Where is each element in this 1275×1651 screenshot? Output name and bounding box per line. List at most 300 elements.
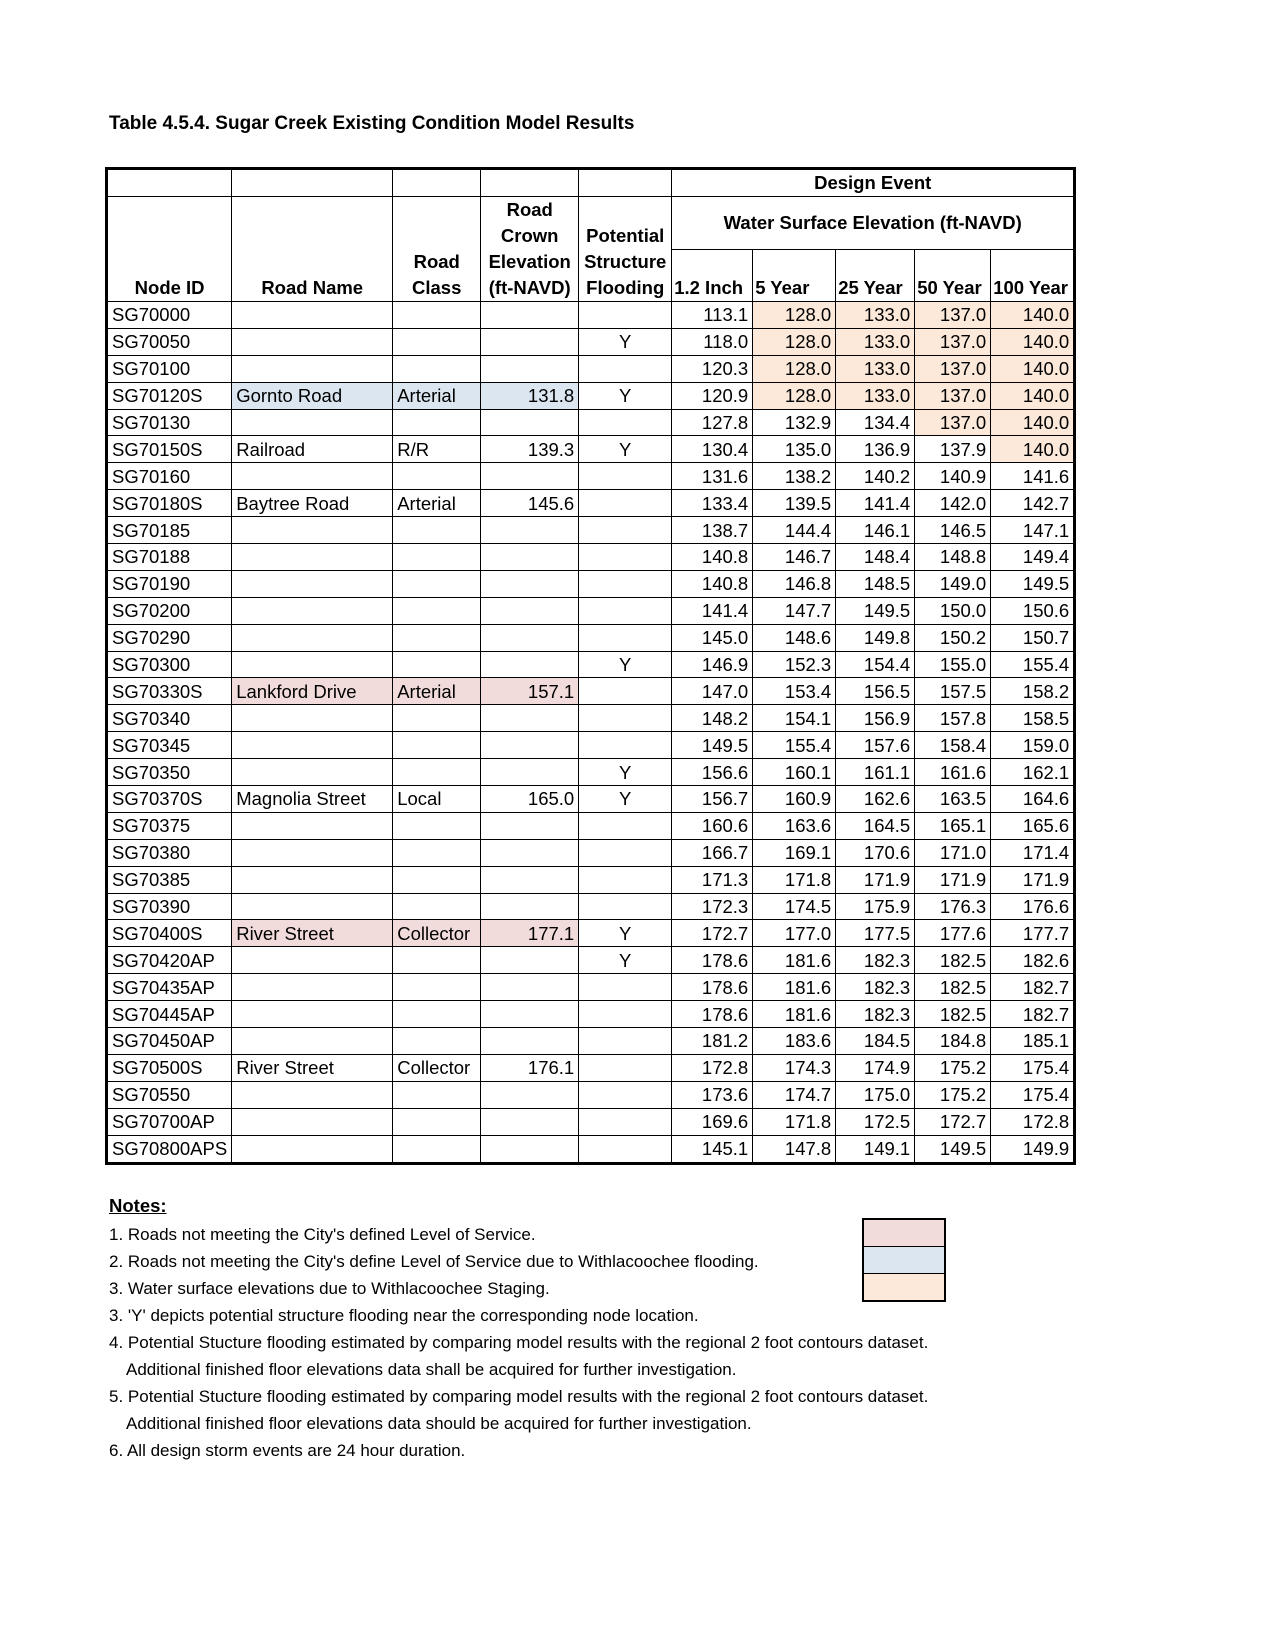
road-name-cell (232, 597, 393, 624)
road-class-cell (393, 1028, 481, 1055)
wse-value-cell: 183.6 (753, 1028, 836, 1055)
wse-value-cell: 137.0 (915, 382, 991, 409)
node-id-cell: SG70390 (107, 893, 232, 920)
wse-value-cell: 136.9 (836, 436, 915, 463)
wse-value-cell: 154.1 (753, 705, 836, 732)
structure-flooding-cell (579, 678, 672, 705)
crown-elevation-cell (481, 328, 579, 355)
notes-title: Notes: (109, 1195, 167, 1216)
wse-value-cell: 139.5 (753, 490, 836, 517)
wse-value-cell: 149.9 (991, 1135, 1075, 1163)
road-class-cell (393, 1108, 481, 1135)
wse-value-cell: 146.1 (836, 517, 915, 544)
structure-flooding-cell (579, 624, 672, 651)
road-class-cell (393, 1081, 481, 1108)
wse-value-cell: 177.6 (915, 920, 991, 947)
table-row (107, 705, 1075, 732)
wse-value-cell: 172.7 (915, 1108, 991, 1135)
wse-value-cell: 128.0 (753, 302, 836, 329)
structure-flooding-cell (579, 1108, 672, 1135)
structure-flooding-cell (579, 355, 672, 382)
note-item: Additional finished floor elevations data should be acquired for further investigation. (126, 1414, 752, 1433)
crown-elevation-cell (481, 893, 579, 920)
wse-value-cell: 149.8 (836, 624, 915, 651)
wse-value-cell: 175.2 (915, 1081, 991, 1108)
wse-value-cell: 149.5 (836, 597, 915, 624)
wse-value-cell: 174.9 (836, 1054, 915, 1081)
note-item: 2. Roads not meeting the City's define Level of Service due to Withlacoochee flooding. (109, 1252, 759, 1271)
structure-flooding-cell: Y (579, 947, 672, 974)
road-name-cell (232, 409, 393, 436)
road-name-cell (232, 759, 393, 786)
crown-elevation-cell (481, 732, 579, 759)
wse-value-cell: 175.4 (991, 1081, 1075, 1108)
structure-flooding-cell (579, 1054, 672, 1081)
wse-value-cell: 171.0 (915, 839, 991, 866)
wse-value-cell: 147.1 (991, 517, 1075, 544)
wse-value-cell: 152.3 (753, 651, 836, 678)
table-row (107, 517, 1075, 544)
node-id-cell: SG70290 (107, 624, 232, 651)
wse-value-cell: 150.7 (991, 624, 1075, 651)
wse-value-cell: 155.4 (991, 651, 1075, 678)
road-name-cell (232, 812, 393, 839)
wse-value-cell: 140.0 (991, 409, 1075, 436)
structure-flooding-cell: Y (579, 759, 672, 786)
road-name-cell (232, 974, 393, 1001)
note-item: 5. Potential Stucture flooding estimated by comparing model results with the regional 2 foot contours dataset. (109, 1387, 929, 1406)
wse-value-cell: 162.6 (836, 786, 915, 813)
table-title: Table 4.5.4. Sugar Creek Existing Condition Model Results (109, 113, 635, 134)
crown-elevation-cell (481, 570, 579, 597)
table-row (107, 355, 1075, 382)
structure-flooding-header: Potential Structure Flooding (579, 197, 672, 302)
node-id-cell: SG70180S (107, 490, 232, 517)
road-class-cell (393, 947, 481, 974)
crown-elevation-cell (481, 812, 579, 839)
wse-value-cell: 181.2 (672, 1028, 753, 1055)
wse-value-cell: 175.9 (836, 893, 915, 920)
wse-value-cell: 156.6 (672, 759, 753, 786)
structure-flooding-cell (579, 974, 672, 1001)
structure-flooding-cell (579, 490, 672, 517)
note-item: 4. Potential Stucture flooding estimated by comparing model results with the regional 2 foot contours dataset. (109, 1333, 929, 1352)
table-row (107, 597, 1075, 624)
road-class-cell (393, 1135, 481, 1163)
node-id-cell: SG70435AP (107, 974, 232, 1001)
wse-value-cell: 148.8 (915, 544, 991, 571)
wse-value-cell: 140.0 (991, 382, 1075, 409)
wse-value-cell: 141.4 (836, 490, 915, 517)
road-name-cell (232, 544, 393, 571)
wse-value-cell: 146.8 (753, 570, 836, 597)
wse-value-cell: 169.1 (753, 839, 836, 866)
legend-swatch-withlacoochee (864, 1247, 944, 1274)
road-class-cell: Arterial (393, 382, 481, 409)
wse-value-cell: 142.7 (991, 490, 1075, 517)
road-name-cell (232, 1028, 393, 1055)
crown-elevation-cell (481, 947, 579, 974)
wse-value-cell: 155.4 (753, 732, 836, 759)
road-name-cell (232, 866, 393, 893)
wse-value-cell: 120.9 (672, 382, 753, 409)
wse-value-cell: 138.2 (753, 463, 836, 490)
road-name-cell (232, 705, 393, 732)
table-row (107, 786, 1075, 813)
wse-value-cell: 135.0 (753, 436, 836, 463)
wse-value-cell: 144.4 (753, 517, 836, 544)
road-name-cell (232, 893, 393, 920)
road-name-cell: River Street (232, 1054, 393, 1081)
wse-value-cell: 181.6 (753, 1001, 836, 1028)
wse-value-cell: 160.9 (753, 786, 836, 813)
crown-elevation-cell (481, 1135, 579, 1163)
wse-value-cell: 145.1 (672, 1135, 753, 1163)
crown-elevation-cell (481, 759, 579, 786)
crown-elevation-cell (481, 463, 579, 490)
structure-flooding-cell (579, 866, 672, 893)
road-name-cell (232, 355, 393, 382)
wse-value-cell: 165.1 (915, 812, 991, 839)
wse-value-cell: 182.6 (991, 947, 1075, 974)
wse-value-cell: 181.6 (753, 974, 836, 1001)
wse-value-cell: 184.5 (836, 1028, 915, 1055)
crown-elevation-cell: 157.1 (481, 678, 579, 705)
table-row (107, 1001, 1075, 1028)
wse-value-cell: 182.3 (836, 974, 915, 1001)
road-name-cell (232, 1108, 393, 1135)
node-id-cell: SG70420AP (107, 947, 232, 974)
wse-value-cell: 128.0 (753, 355, 836, 382)
road-name-cell: River Street (232, 920, 393, 947)
table-row (107, 1028, 1075, 1055)
table-row (107, 436, 1075, 463)
wse-value-cell: 134.4 (836, 409, 915, 436)
road-name-cell (232, 570, 393, 597)
structure-flooding-cell (579, 1001, 672, 1028)
node-id-cell: SG70500S (107, 1054, 232, 1081)
wse-value-cell: 147.8 (753, 1135, 836, 1163)
wse-value-cell: 156.9 (836, 705, 915, 732)
crown-elevation-cell (481, 597, 579, 624)
crown-elevation-cell: 139.3 (481, 436, 579, 463)
event-header: 5 Year (753, 249, 836, 302)
node-id-cell: SG70350 (107, 759, 232, 786)
structure-flooding-cell (579, 302, 672, 329)
structure-flooding-cell (579, 732, 672, 759)
crown-elevation-cell: 165.0 (481, 786, 579, 813)
wse-value-cell: 178.6 (672, 1001, 753, 1028)
wse-value-cell: 177.5 (836, 920, 915, 947)
wse-value-cell: 130.4 (672, 436, 753, 463)
wse-value-cell: 174.3 (753, 1054, 836, 1081)
note-item: Additional finished floor elevations data shall be acquired for further investigation. (126, 1360, 737, 1379)
wse-value-cell: 137.0 (915, 355, 991, 382)
wse-value-cell: 157.6 (836, 732, 915, 759)
wse-value-cell: 133.0 (836, 302, 915, 329)
wse-value-cell: 163.6 (753, 812, 836, 839)
structure-flooding-cell (579, 1028, 672, 1055)
table-row (107, 759, 1075, 786)
wse-value-cell: 154.4 (836, 651, 915, 678)
wse-value-cell: 147.0 (672, 678, 753, 705)
node-id-cell: SG70120S (107, 382, 232, 409)
road-class-cell (393, 302, 481, 329)
wse-value-cell: 175.4 (991, 1054, 1075, 1081)
road-class-cell (393, 759, 481, 786)
wse-value-cell: 158.4 (915, 732, 991, 759)
wse-header: Water Surface Elevation (ft-NAVD) (672, 197, 1075, 250)
wse-value-cell: 137.0 (915, 409, 991, 436)
model-results-table (105, 167, 1076, 1165)
crown-elevation-cell (481, 355, 579, 382)
wse-value-cell: 133.0 (836, 382, 915, 409)
node-id-cell: SG70300 (107, 651, 232, 678)
wse-value-cell: 138.7 (672, 517, 753, 544)
wse-value-cell: 182.3 (836, 1001, 915, 1028)
wse-value-cell: 118.0 (672, 328, 753, 355)
wse-value-cell: 149.1 (836, 1135, 915, 1163)
table-row (107, 1135, 1075, 1163)
crown-elevation-cell (481, 517, 579, 544)
node-id-cell: SG70445AP (107, 1001, 232, 1028)
structure-flooding-cell: Y (579, 382, 672, 409)
wse-value-cell: 147.7 (753, 597, 836, 624)
road-crown-header: Road Crown Elevation (ft-NAVD) (481, 197, 579, 302)
wse-value-cell: 140.0 (991, 436, 1075, 463)
road-name-cell: Gornto Road (232, 382, 393, 409)
road-class-cell (393, 705, 481, 732)
table-row (107, 302, 1075, 329)
wse-value-cell: 182.7 (991, 1001, 1075, 1028)
wse-value-cell: 137.0 (915, 328, 991, 355)
table-header (107, 169, 1075, 302)
event-header: 1.2 Inch (672, 249, 753, 302)
road-class-cell (393, 866, 481, 893)
crown-elevation-cell (481, 544, 579, 571)
wse-value-cell: 120.3 (672, 355, 753, 382)
road-class-cell: Local (393, 786, 481, 813)
structure-flooding-cell: Y (579, 436, 672, 463)
event-header: 100 Year (991, 249, 1075, 302)
road-name-cell (232, 1001, 393, 1028)
wse-value-cell: 140.9 (915, 463, 991, 490)
wse-value-cell: 131.6 (672, 463, 753, 490)
wse-value-cell: 145.0 (672, 624, 753, 651)
wse-value-cell: 149.5 (915, 1135, 991, 1163)
wse-value-cell: 127.8 (672, 409, 753, 436)
table-row (107, 839, 1075, 866)
structure-flooding-cell (579, 839, 672, 866)
wse-value-cell: 171.4 (991, 839, 1075, 866)
node-id-cell: SG70450AP (107, 1028, 232, 1055)
structure-flooding-cell (579, 463, 672, 490)
wse-value-cell: 142.0 (915, 490, 991, 517)
structure-flooding-cell (579, 812, 672, 839)
structure-flooding-cell: Y (579, 328, 672, 355)
table-row (107, 732, 1075, 759)
road-name-cell (232, 302, 393, 329)
wse-value-cell: 156.5 (836, 678, 915, 705)
wse-value-cell: 171.9 (915, 866, 991, 893)
table-row (107, 544, 1075, 571)
structure-flooding-cell: Y (579, 920, 672, 947)
node-id-cell: SG70190 (107, 570, 232, 597)
wse-value-cell: 157.5 (915, 678, 991, 705)
wse-value-cell: 178.6 (672, 974, 753, 1001)
structure-flooding-cell (579, 570, 672, 597)
road-name-cell: Railroad (232, 436, 393, 463)
road-class-cell (393, 409, 481, 436)
wse-value-cell: 161.6 (915, 759, 991, 786)
crown-elevation-cell (481, 1001, 579, 1028)
road-name-cell (232, 839, 393, 866)
note-item: 3. 'Y' depicts potential structure flooding near the corresponding node location. (109, 1306, 699, 1325)
road-class-cell (393, 812, 481, 839)
wse-value-cell: 141.4 (672, 597, 753, 624)
wse-value-cell: 182.5 (915, 974, 991, 1001)
event-header: 25 Year (836, 249, 915, 302)
crown-elevation-cell (481, 651, 579, 678)
note-item: 1. Roads not meeting the City's defined Level of Service. (109, 1225, 536, 1244)
road-name-cell: Baytree Road (232, 490, 393, 517)
design-event-header: Design Event (672, 169, 1075, 197)
legend-swatch-los (864, 1220, 944, 1247)
node-id-cell: SG70340 (107, 705, 232, 732)
road-class-cell (393, 597, 481, 624)
wse-value-cell: 172.8 (672, 1054, 753, 1081)
node-id-cell: SG70000 (107, 302, 232, 329)
road-class-cell: Arterial (393, 678, 481, 705)
wse-value-cell: 173.6 (672, 1081, 753, 1108)
crown-elevation-cell (481, 1028, 579, 1055)
road-class-cell (393, 1001, 481, 1028)
wse-value-cell: 137.9 (915, 436, 991, 463)
wse-value-cell: 171.3 (672, 866, 753, 893)
wse-value-cell: 159.0 (991, 732, 1075, 759)
road-class-cell (393, 355, 481, 382)
crown-elevation-cell (481, 1108, 579, 1135)
structure-flooding-cell (579, 1135, 672, 1163)
wse-value-cell: 162.1 (991, 759, 1075, 786)
wse-value-cell: 181.6 (753, 947, 836, 974)
road-name-cell (232, 517, 393, 544)
table-row (107, 974, 1075, 1001)
wse-value-cell: 182.3 (836, 947, 915, 974)
wse-value-cell: 140.2 (836, 463, 915, 490)
wse-value-cell: 174.5 (753, 893, 836, 920)
wse-value-cell: 158.2 (991, 678, 1075, 705)
road-class-cell (393, 517, 481, 544)
crown-elevation-cell (481, 302, 579, 329)
wse-value-cell: 172.7 (672, 920, 753, 947)
wse-value-cell: 146.5 (915, 517, 991, 544)
node-id-cell: SG70150S (107, 436, 232, 463)
structure-flooding-cell (579, 1081, 672, 1108)
table-body (107, 302, 1075, 1164)
node-id-cell: SG70330S (107, 678, 232, 705)
wse-value-cell: 171.9 (836, 866, 915, 893)
wse-value-cell: 182.5 (915, 1001, 991, 1028)
wse-value-cell: 133.4 (672, 490, 753, 517)
wse-value-cell: 164.6 (991, 786, 1075, 813)
node-id-cell: SG70160 (107, 463, 232, 490)
crown-elevation-cell (481, 624, 579, 651)
road-name-cell (232, 463, 393, 490)
structure-flooding-cell (579, 517, 672, 544)
wse-value-cell: 137.0 (915, 302, 991, 329)
wse-value-cell: 148.5 (836, 570, 915, 597)
road-name-cell: Lankford Drive (232, 678, 393, 705)
table-row (107, 490, 1075, 517)
road-name-cell (232, 651, 393, 678)
node-id-cell: SG70185 (107, 517, 232, 544)
color-legend (862, 1218, 946, 1302)
wse-value-cell: 160.1 (753, 759, 836, 786)
wse-value-cell: 140.0 (991, 355, 1075, 382)
road-name-cell (232, 1135, 393, 1163)
road-class-header: Road Class (393, 197, 481, 302)
wse-value-cell: 140.8 (672, 544, 753, 571)
table-row (107, 409, 1075, 436)
wse-value-cell: 161.1 (836, 759, 915, 786)
wse-value-cell: 172.8 (991, 1108, 1075, 1135)
node-id-cell: SG70375 (107, 812, 232, 839)
note-item: 3. Water surface elevations due to Withlacoochee Staging. (109, 1279, 550, 1298)
wse-value-cell: 177.7 (991, 920, 1075, 947)
wse-value-cell: 157.8 (915, 705, 991, 732)
wse-value-cell: 128.0 (753, 382, 836, 409)
table-row (107, 463, 1075, 490)
road-class-cell: Collector (393, 920, 481, 947)
road-name-cell (232, 1081, 393, 1108)
node-id-cell: SG70400S (107, 920, 232, 947)
road-class-cell (393, 732, 481, 759)
wse-value-cell: 163.5 (915, 786, 991, 813)
wse-value-cell: 172.3 (672, 893, 753, 920)
structure-flooding-cell (579, 597, 672, 624)
road-class-cell (393, 974, 481, 1001)
node-id-cell: SG70380 (107, 839, 232, 866)
road-name-cell (232, 624, 393, 651)
wse-value-cell: 148.2 (672, 705, 753, 732)
road-class-cell: Collector (393, 1054, 481, 1081)
road-class-cell (393, 570, 481, 597)
wse-value-cell: 171.9 (991, 866, 1075, 893)
wse-value-cell: 171.8 (753, 866, 836, 893)
wse-value-cell: 140.0 (991, 302, 1075, 329)
wse-value-cell: 185.1 (991, 1028, 1075, 1055)
wse-value-cell: 150.2 (915, 624, 991, 651)
table-row (107, 866, 1075, 893)
node-id-header: Node ID (107, 197, 232, 302)
structure-flooding-cell (579, 893, 672, 920)
road-class-cell (393, 624, 481, 651)
wse-value-cell: 176.6 (991, 893, 1075, 920)
road-class-cell: R/R (393, 436, 481, 463)
road-class-cell: Arterial (393, 490, 481, 517)
wse-value-cell: 149.4 (991, 544, 1075, 571)
table-row (107, 1081, 1075, 1108)
table-row (107, 1108, 1075, 1135)
wse-value-cell: 150.0 (915, 597, 991, 624)
node-id-cell: SG70130 (107, 409, 232, 436)
wse-value-cell: 133.0 (836, 328, 915, 355)
crown-elevation-cell (481, 866, 579, 893)
node-id-cell: SG70385 (107, 866, 232, 893)
wse-value-cell: 156.7 (672, 786, 753, 813)
crown-elevation-cell (481, 839, 579, 866)
